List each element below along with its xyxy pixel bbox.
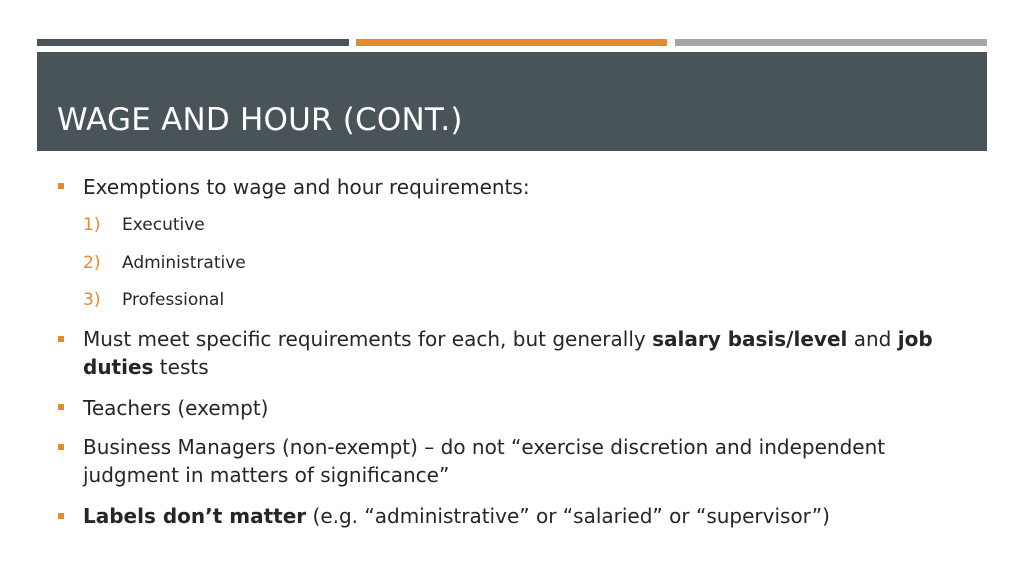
labels-examples-text: (e.g. “administrative” or “salaried” or “supervisor”) [306,504,830,528]
bullet-exemptions: Exemptions to wage and hour requirements: [83,175,530,199]
labels-bold: Labels don’t matter [83,504,307,528]
sub-item-number: 2) [83,253,101,273]
salary-basis-bold: salary basis/level [652,327,848,351]
bullet-requirements-text: Must meet specific requirements for each, but generally [83,327,653,351]
bullet-square-icon [58,183,64,189]
sub-item-executive: Executive [122,215,205,235]
tests-text: tests [153,355,209,379]
bullet-requirements-line2 [83,353,209,381]
job-bold: job [897,327,933,351]
bullet-teachers: Teachers (exempt) [83,396,269,420]
bullet-business-managers-line2: judgment in matters of significance” [83,463,450,487]
bullet-square-icon [58,404,64,410]
bullet-square-icon [58,336,64,342]
duties-bold: duties [83,355,154,379]
bullet-square-icon [58,444,64,450]
bullet-business-managers: Business Managers (non-exempt) – do not “exercise discretion and independent [83,435,886,459]
slide-title: WAGE AND HOUR (CONT.) [57,102,463,138]
sub-item-professional: Professional [122,290,225,310]
bullet-square-icon [58,513,64,519]
and-text: and [847,327,898,351]
bullet-requirements [83,325,933,353]
bullet-labels [83,502,830,530]
sub-item-number: 3) [83,290,101,310]
sub-item-number: 1) [83,215,101,235]
sub-item-administrative: Administrative [122,253,246,273]
